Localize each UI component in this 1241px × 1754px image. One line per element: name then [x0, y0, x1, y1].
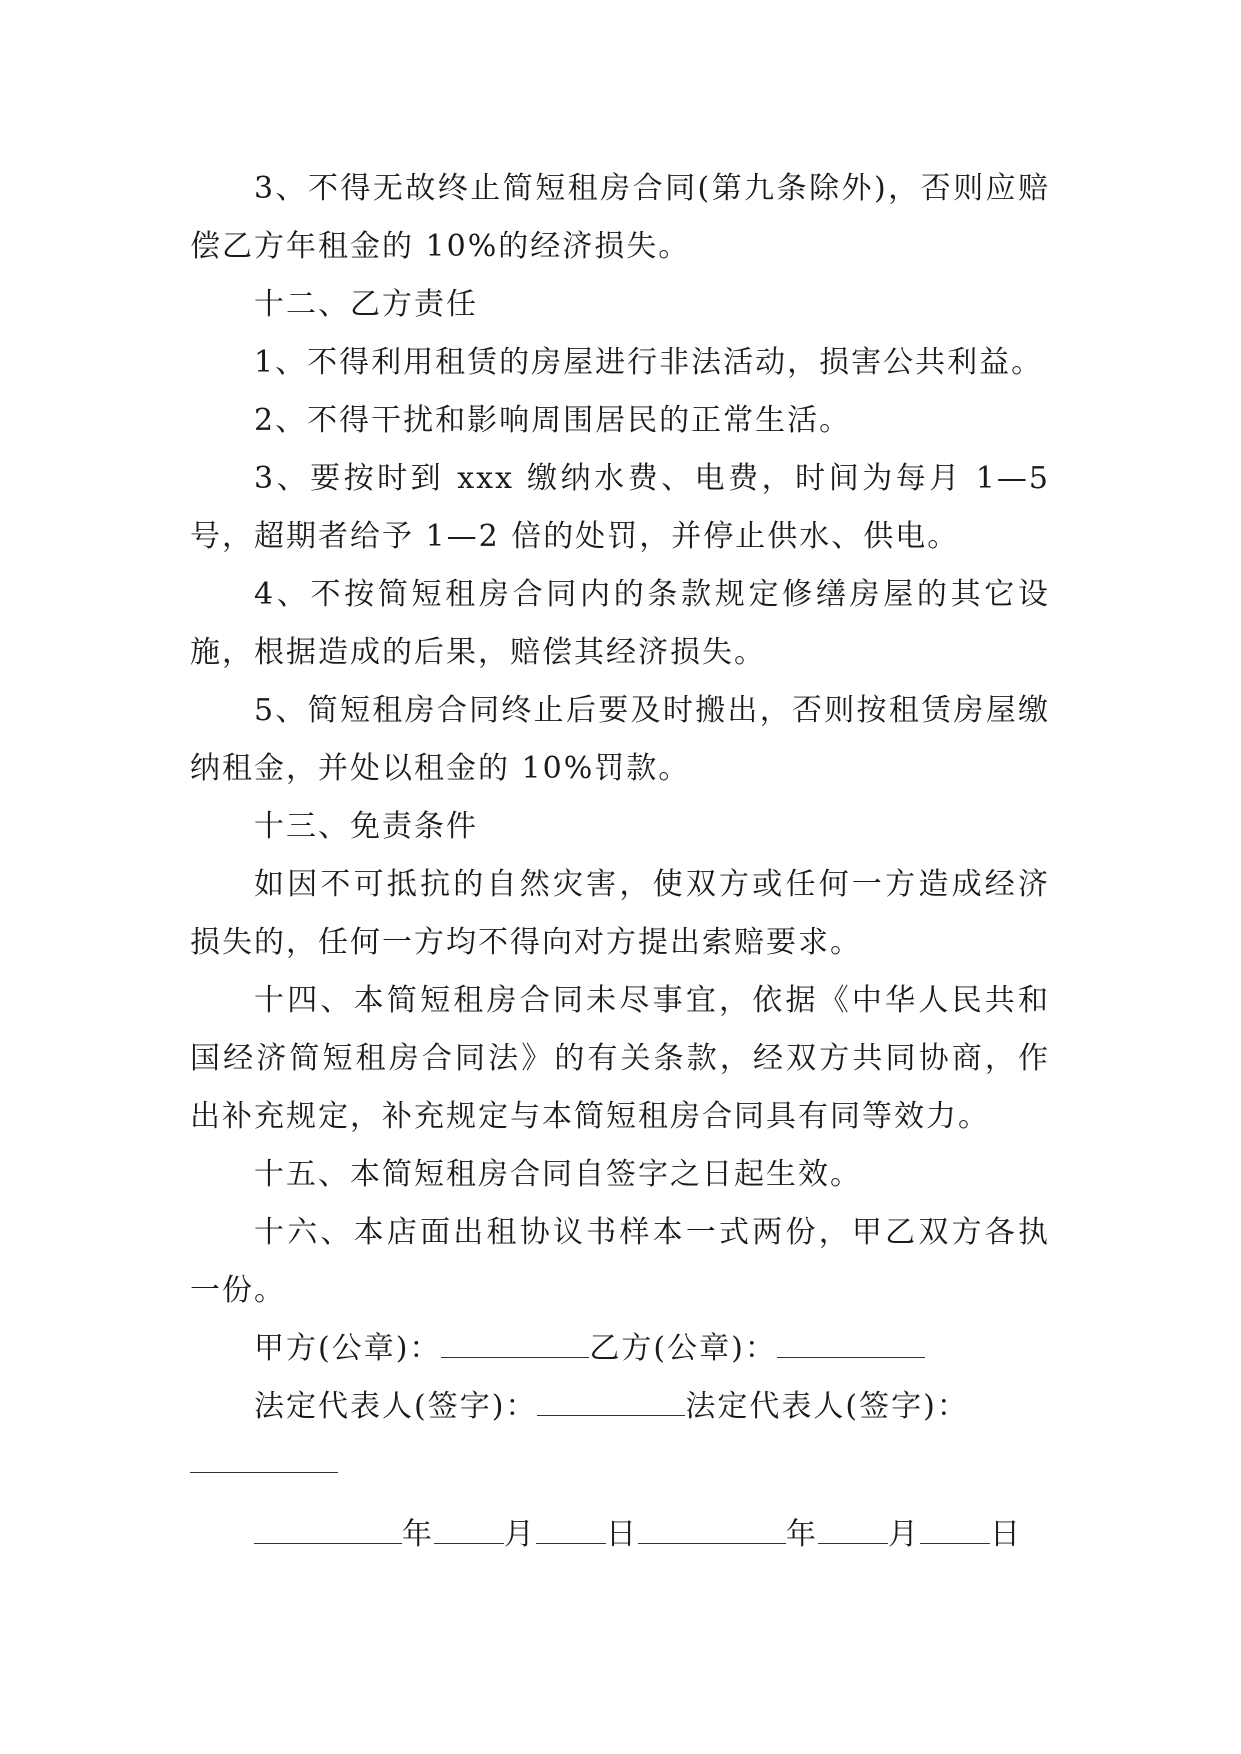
date-b-year-blank [638, 1513, 786, 1544]
rep-b-blank [190, 1442, 338, 1473]
rep-a-blank [537, 1385, 685, 1416]
date-a-day-blank [536, 1513, 606, 1544]
date-a-year-label: 年 [402, 1517, 434, 1552]
clause-12-item-4: 4、不按简短租房合同内的条款规定修缮房屋的其它设施，根据造成的后果，赔偿其经济损失。 [190, 577, 1050, 670]
seal-line [190, 1320, 1050, 1378]
date-line [190, 1506, 1050, 1564]
clause-15-text: 十五、本简短租房合同自签字之日起生效。 [254, 1157, 862, 1192]
party-b-seal-blank [777, 1327, 925, 1358]
date-b-month-blank [818, 1513, 888, 1544]
clause-12-item-3: 3、要按时到 xxx 缴纳水费、电费，时间为每月 1—5 号，超期者给予 1—2 倍的处罚，并停止供水、供电。 [190, 461, 1050, 554]
section-heading-13: 十三、免责条件 [254, 809, 478, 844]
date-b-year-label: 年 [786, 1517, 818, 1552]
contract-body [190, 160, 1050, 1564]
date-b-day-blank [920, 1513, 990, 1544]
clause-12-item-2: 2、不得干扰和影响周围居民的正常生活。 [254, 403, 852, 438]
section-heading-12: 十二、乙方责任 [254, 287, 478, 322]
clause-13-text: 如因不可抵抗的自然灾害，使双方或任何一方造成经济损失的，任何一方均不得向对方提出索赔要求。 [190, 867, 1050, 960]
party-a-seal-blank [441, 1327, 589, 1358]
date-a-month-label: 月 [504, 1517, 536, 1552]
date-a-year-blank [254, 1513, 402, 1544]
clause-16-text: 十六、本店面出租协议书样本一式两份，甲乙双方各执一份。 [190, 1215, 1050, 1308]
date-b-month-label: 月 [888, 1517, 920, 1552]
clause-12-item-1: 1、不得利用租赁的房屋进行非法活动，损害公共利益。 [254, 345, 1044, 380]
rep-b-label: 法定代表人(签字)： [685, 1389, 969, 1424]
rep-a-label: 法定代表人(签字)： [254, 1389, 538, 1424]
date-a-day-label: 日 [606, 1517, 638, 1552]
clause-11-item-3: 3、不得无故终止简短租房合同(第九条除外)，否则应赔偿乙方年租金的 10%的经济损失。 [190, 171, 1050, 264]
clause-12-item-5: 5、简短租房合同终止后要及时搬出，否则按租赁房屋缴纳租金，并处以租金的 10%罚款。 [190, 693, 1050, 786]
clause-14-text: 十四、本简短租房合同未尽事宜，依据《中华人民共和国经济简短租房合同法》的有关条款，经双方共同协商，作出补充规定，补充规定与本简短租房合同具有同等效力。 [190, 983, 1050, 1134]
party-a-seal-label: 甲方(公章)： [254, 1331, 442, 1366]
party-b-seal-label: 乙方(公章)： [589, 1331, 777, 1366]
date-b-day-label: 日 [990, 1517, 1022, 1552]
date-a-month-blank [434, 1513, 504, 1544]
representative-line [190, 1378, 1050, 1436]
rep-b-blank-row [190, 1436, 1050, 1494]
